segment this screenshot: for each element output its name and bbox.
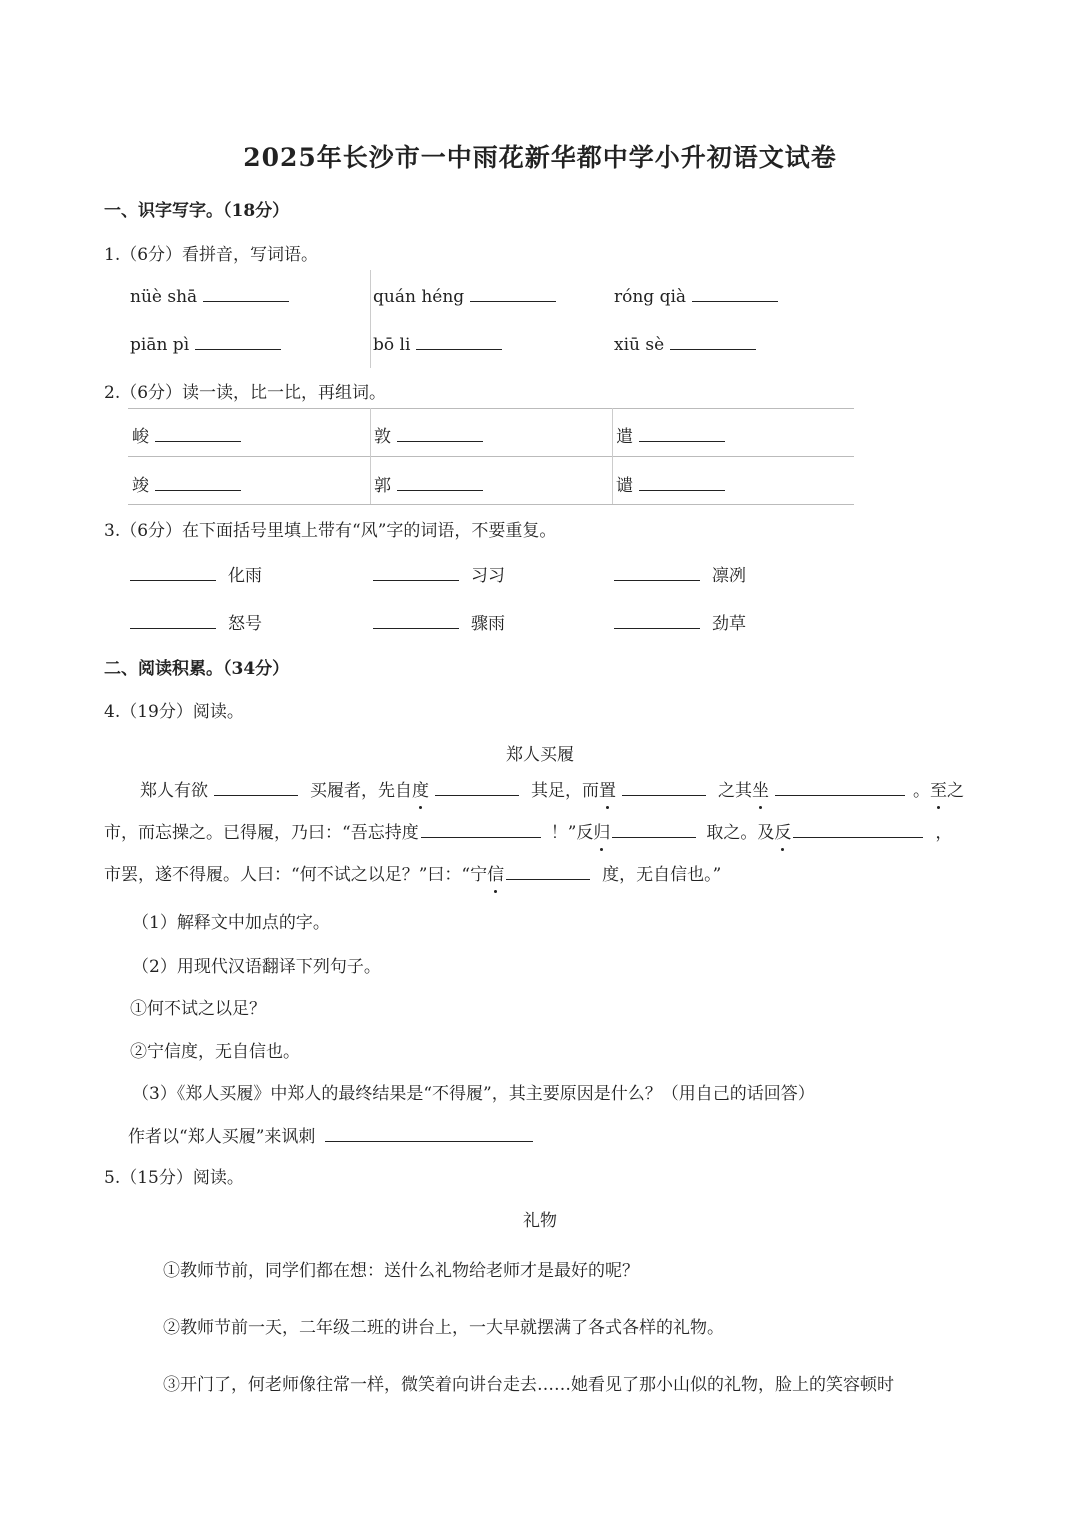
- pinyin-text: bō li: [373, 335, 411, 355]
- answer-blank[interactable]: [639, 425, 725, 442]
- character-text: 遣: [616, 427, 633, 447]
- idiom-text: 凛冽: [712, 566, 746, 586]
- passage-paragraph: ②教师节前一天，二年级二班的讲台上，一大早就摆满了各式各样的礼物。: [163, 1318, 724, 1338]
- answer-blank[interactable]: [130, 612, 216, 629]
- idiom-item: [130, 609, 262, 634]
- character-text: 竣: [132, 476, 149, 496]
- answer-blank[interactable]: [614, 612, 700, 629]
- question-5-label: 5.（15分）阅读。: [104, 1168, 244, 1188]
- dotted-character: 置: [599, 781, 616, 801]
- answer-blank[interactable]: [614, 564, 700, 581]
- passage-text: 取之。及: [706, 823, 775, 843]
- pinyin-text: xiū sè: [614, 335, 665, 355]
- column-divider: [370, 408, 371, 504]
- passage-line: [140, 776, 964, 801]
- idiom-text: 习习: [471, 566, 505, 586]
- passage-paragraph: ①教师节前，同学们都在想：送什么礼物给老师才是最好的呢？: [163, 1261, 639, 1281]
- question-3-label: 3.（6分）在下面括号里填上带有“风”字的词语，不要重复。: [104, 521, 557, 541]
- idiom-item: [373, 609, 505, 634]
- table-rule: [128, 456, 854, 457]
- table-rule: [128, 504, 854, 505]
- answer-blank[interactable]: [421, 821, 541, 838]
- idiom-item: [614, 609, 746, 634]
- character-item: [132, 471, 241, 496]
- idiom-text: 化雨: [228, 566, 262, 586]
- passage-text: 之: [947, 781, 964, 801]
- passage-paragraph: ③开门了，何老师像往常一样，微笑着向讲台走去……她看见了那小山似的礼物，脸上的笑容顿时: [163, 1375, 894, 1395]
- character-item: [132, 422, 241, 447]
- table-rule: [128, 408, 854, 409]
- character-text: 峻: [132, 427, 149, 447]
- question-2-label: 2.（6分）读一读，比一比，再组词。: [104, 383, 387, 403]
- pinyin-item: [614, 333, 756, 355]
- answer-blank[interactable]: [506, 863, 590, 880]
- question-1-label: 1.（6分）看拼音，写词语。: [104, 245, 319, 265]
- pinyin-text: piān pì: [130, 335, 190, 355]
- idiom-item: [130, 561, 262, 586]
- answer-blank[interactable]: [639, 474, 725, 491]
- answer-blank[interactable]: [214, 779, 298, 796]
- idiom-item: [614, 561, 746, 586]
- page-title: 2025年长沙市一中雨花新华都中学小升初语文试卷: [243, 143, 837, 172]
- pinyin-item: [373, 333, 502, 355]
- passage-text: 其足，而: [531, 781, 599, 801]
- answer-blank[interactable]: [793, 821, 923, 838]
- answer-blank[interactable]: [622, 779, 706, 796]
- dotted-character: 坐: [752, 781, 769, 801]
- pinyin-item: [373, 285, 556, 307]
- answer-blank[interactable]: [397, 425, 483, 442]
- dotted-character: 归: [593, 823, 611, 843]
- section-heading-1: 一、识字写字。（18分）: [104, 201, 290, 221]
- passage-text: 市罢，遂不得履。人曰：“何不试之以足？”曰：“宁: [104, 865, 488, 885]
- passage-line: [104, 818, 952, 843]
- answer-blank[interactable]: [195, 333, 281, 350]
- answer-blank[interactable]: [397, 474, 483, 491]
- answer-blank[interactable]: [373, 564, 459, 581]
- passage-text: 。: [913, 781, 930, 801]
- passage-title: 郑人买履: [506, 745, 574, 765]
- passage-text: 之其: [718, 781, 752, 801]
- pinyin-text: quán héng: [373, 287, 465, 307]
- section-heading-2: 二、阅读积累。（34分）: [104, 659, 290, 679]
- answer-blank[interactable]: [130, 564, 216, 581]
- sub-question: [128, 1122, 533, 1147]
- idiom-item: [373, 561, 505, 586]
- sub-question: （2）用现代汉语翻译下列句子。: [132, 957, 381, 977]
- column-divider: [370, 270, 371, 368]
- column-divider: [612, 408, 613, 504]
- passage-text: 市，而忘操之。已得履，乃曰：“吾忘持度: [104, 823, 419, 843]
- idiom-text: 骤雨: [471, 614, 505, 634]
- passage-title: 礼物: [523, 1211, 557, 1231]
- passage-text: 买履者，先自: [310, 781, 412, 801]
- character-item: [616, 422, 725, 447]
- answer-blank[interactable]: [435, 779, 519, 796]
- answer-blank[interactable]: [203, 285, 289, 302]
- answer-blank[interactable]: [155, 474, 241, 491]
- answer-blank[interactable]: [692, 285, 778, 302]
- answer-blank[interactable]: [373, 612, 459, 629]
- answer-blank[interactable]: [155, 425, 241, 442]
- dotted-character: 信: [487, 865, 505, 885]
- character-item: [374, 471, 483, 496]
- idiom-text: 怒号: [228, 614, 262, 634]
- dotted-character: 度: [412, 781, 429, 801]
- character-item: [374, 422, 483, 447]
- passage-text: 度，无自信也。”: [602, 865, 722, 885]
- sub-question: ②宁信度，无自信也。: [130, 1042, 300, 1062]
- answer-blank[interactable]: [612, 821, 696, 838]
- dotted-character: 反: [774, 823, 792, 843]
- dotted-character: 至: [930, 781, 947, 801]
- passage-text: 郑人有欲: [140, 781, 208, 801]
- answer-blank[interactable]: [325, 1125, 533, 1142]
- answer-blank[interactable]: [416, 333, 502, 350]
- character-text: 敦: [374, 427, 391, 447]
- sub-question: （1）解释文中加点的字。: [132, 913, 330, 933]
- passage-text: ！”反: [550, 823, 594, 843]
- sub-question: ①何不试之以足？: [130, 999, 266, 1019]
- passage-line: [104, 860, 721, 885]
- question-4-label: 4.（19分）阅读。: [104, 702, 244, 722]
- sub-question: （3）《郑人买履》中郑人的最终结果是“不得履”，其主要原因是什么？（用自己的话回答）: [132, 1084, 815, 1104]
- pinyin-item: [130, 285, 289, 307]
- answer-blank[interactable]: [775, 779, 905, 796]
- idiom-text: 劲草: [712, 614, 746, 634]
- character-text: 谴: [616, 476, 633, 496]
- pinyin-item: [614, 285, 778, 307]
- answer-blank[interactable]: [670, 333, 756, 350]
- pinyin-text: róng qià: [614, 287, 687, 307]
- pinyin-item: [130, 333, 281, 355]
- pinyin-text: nüè shā: [130, 287, 198, 307]
- character-item: [616, 471, 725, 496]
- character-text: 郭: [374, 476, 391, 496]
- answer-blank[interactable]: [470, 285, 556, 302]
- sub-question-text: 作者以“郑人买履”来讽刺: [128, 1127, 316, 1147]
- passage-text: ，: [935, 823, 953, 843]
